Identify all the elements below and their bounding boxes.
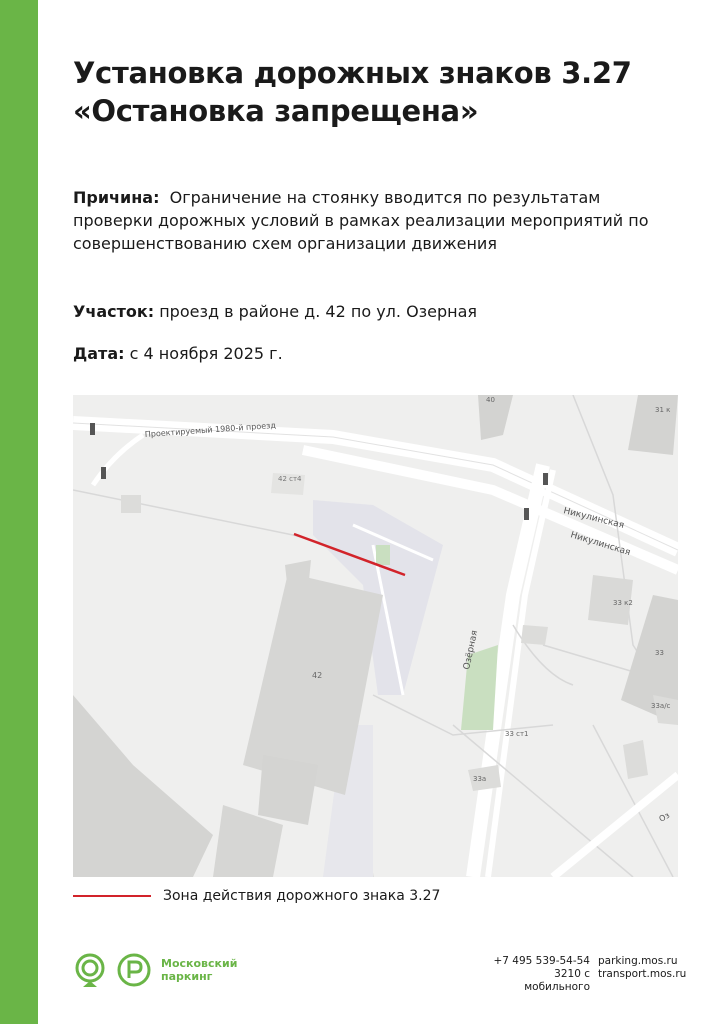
legend-red-line <box>73 895 151 897</box>
map-label-b31k: 31 к <box>655 406 671 414</box>
reason-label: Причина: <box>73 188 160 207</box>
phone-number[interactable]: +7 495 539-54-54 <box>493 955 590 967</box>
date-text: с 4 ноября 2025 г. <box>129 344 283 363</box>
reason-text: Ограничение на стоянку вводится по результатам проверки дорожных условий в рамках реализации мероприятий по совершенствованию схем организации движения <box>73 188 649 253</box>
contact-sites <box>598 955 686 981</box>
section-block <box>73 300 673 323</box>
reason-block <box>73 186 673 255</box>
moscow-parking-logo <box>73 953 237 987</box>
parking-p-logo-icon <box>117 953 151 987</box>
date-block <box>73 342 673 365</box>
logo-text-line-1: Московский <box>161 957 238 970</box>
map-label-oz: Оз <box>657 810 672 824</box>
map-label-b33st1: 33 ст1 <box>505 730 529 738</box>
map-label-b40: 40 <box>486 396 495 404</box>
map-label-proezd: Проектируемый 1980-й проезд <box>144 420 277 439</box>
site-link-transport[interactable]: transport.mos.ru <box>598 968 687 980</box>
map-legend <box>73 885 440 907</box>
map-label-b33a-ct: 33а/с <box>651 702 671 710</box>
logo-text-line-2: паркинг <box>161 970 213 983</box>
map-label-nikulinskaya-1: Никулинская <box>562 506 626 531</box>
legend-text: Зона действия дорожного знака 3.27 <box>163 888 441 904</box>
green-side-bar <box>0 0 38 1024</box>
title-line-1: Установка дорожных знаков 3.27 <box>73 56 632 90</box>
map-label-b42: 42 <box>312 671 323 680</box>
map-label-b33k2: 33 к2 <box>613 599 633 607</box>
map-label-ozernaya: Озёрная <box>462 629 481 671</box>
section-text: проезд в районе д. 42 по ул. Озерная <box>159 302 478 321</box>
title-line-2: «Остановка запрещена» <box>73 94 479 128</box>
section-label: Участок: <box>73 302 155 321</box>
page-title <box>73 54 693 130</box>
location-pin-logo-icon <box>73 953 107 987</box>
map-label-nikulinskaya-2: Никулинская <box>569 530 632 559</box>
contact-phones <box>492 955 590 994</box>
site-link-parking[interactable]: parking.mos.ru <box>598 955 678 967</box>
map-label-b33a: 33а <box>473 775 487 783</box>
map-label-b33: 33 <box>655 649 664 657</box>
date-label: Дата: <box>73 344 125 363</box>
logo-text <box>161 957 237 983</box>
location-map <box>73 395 678 877</box>
mobile-short-number: 3210 с мобильного <box>524 968 590 993</box>
map-label-b42st4: 42 ст4 <box>278 475 302 483</box>
